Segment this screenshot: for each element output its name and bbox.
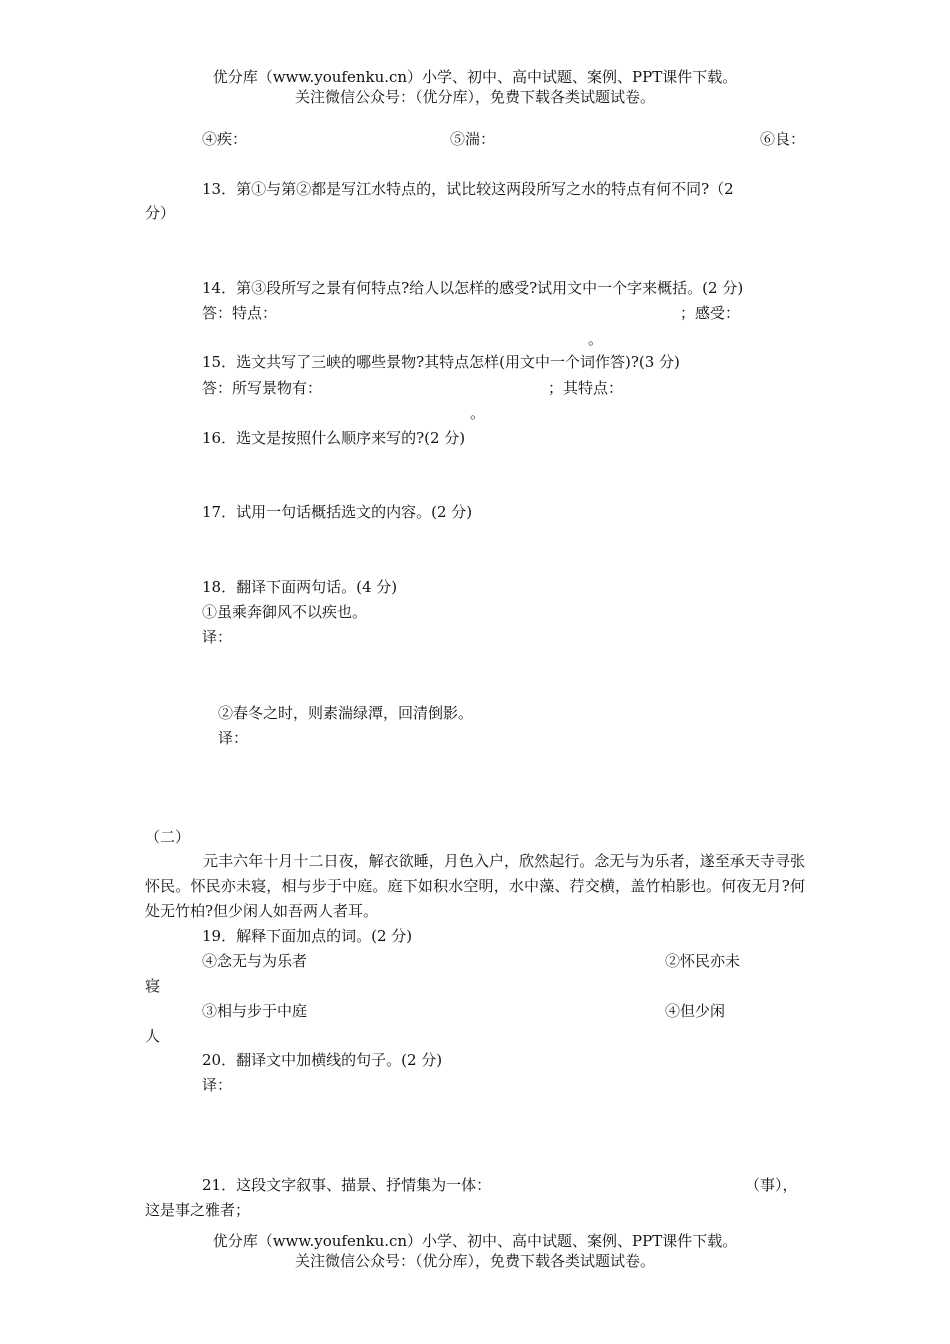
q14-answer-label: 答：特点： <box>202 304 278 322</box>
q19-item-3: ③相与步于中庭 <box>202 1002 308 1020</box>
section-2-passage <box>145 849 805 924</box>
header-line-2: 关注微信公众号：（优分库），免费下载各类试题试卷。 <box>294 88 655 106</box>
section-2-label: （二） <box>145 828 191 846</box>
q18-sentence-1: ①虽乘奔御风不以疾也。 <box>202 603 368 621</box>
q12-item-6: ⑥良： <box>760 130 806 148</box>
q19-item-1: ④念无与为乐者 <box>202 952 308 970</box>
footer-line-1: 优分库（www.youfenku.cn）小学、初中、高中试题、案例、PPT课件下载。 <box>212 1232 738 1250</box>
q12-item-5: ⑤湍： <box>450 130 496 148</box>
q15-end: 。 <box>470 404 486 422</box>
q19-item-2: ②怀民亦未 <box>665 952 741 970</box>
header-line-1: 优分库（www.youfenku.cn）小学、初中、高中试题、案例、PPT课件下载。 <box>212 68 738 86</box>
q18-translation-label-2: 译： <box>218 729 249 747</box>
passage-text: 元丰六年十月十二日夜，解衣欲睡，月色入户，欣然起行。念无与为乐者，遂至承天寺寻张怀民。怀民亦未寝，相与步于中庭。庭下如积水空明，水中藻、荇交横，盖竹柏影也。何夜无月?何处无竹柏?但少闲人如吾两人者耳。 <box>145 852 805 920</box>
q14-text: 14．第③段所写之景有何特点?给人以怎样的感受?试用文中一个字来概括。(2 分) <box>202 279 744 297</box>
footer-line-2: 关注微信公众号：（优分库），免费下载各类试题试卷。 <box>294 1252 655 1270</box>
q20-translation-label: 译： <box>202 1076 233 1094</box>
q14-answer-label-2: ；感受： <box>680 304 741 322</box>
q21-tag: （事）， <box>745 1176 798 1194</box>
q15-answer-label: 答：所写景物有： <box>202 379 323 397</box>
q12-item-4: ④疾： <box>202 130 248 148</box>
q19-item-4: ④但少闲 <box>665 1002 726 1020</box>
q19-text: 19．解释下面加点的词。(2 分) <box>202 927 413 945</box>
q18-text: 18．翻译下面两句话。(4 分) <box>202 578 398 596</box>
q21-text: 21．这段文字叙事、描景、抒情集为一体： <box>202 1176 492 1194</box>
q18-translation-label-1: 译： <box>202 628 233 646</box>
q20-text: 20．翻译文中加横线的句子。(2 分) <box>202 1051 443 1069</box>
q13-text: 13．第①与第②都是写江水特点的，试比较这两段所写之水的特点有何不同?（2 <box>202 180 734 198</box>
q14-end: 。 <box>588 330 604 348</box>
q17-text: 17．试用一句话概括选文的内容。(2 分) <box>202 503 473 521</box>
q19-item-2-cont: 寝 <box>145 977 161 995</box>
q13-cont: 分） <box>145 204 176 222</box>
q15-text: 15．选文共写了三峡的哪些景物?其特点怎样(用文中一个词作答)?(3 分) <box>202 353 680 371</box>
q19-item-4-cont: 人 <box>145 1027 161 1045</box>
q21-cont: 这是事之雅者； <box>145 1201 251 1219</box>
q15-answer-label-2: ；其特点： <box>548 379 624 397</box>
q16-text: 16．选文是按照什么顺序来写的?(2 分) <box>202 429 466 447</box>
q18-sentence-2: ②春冬之时，则素湍绿潭，回清倒影。 <box>218 704 474 722</box>
